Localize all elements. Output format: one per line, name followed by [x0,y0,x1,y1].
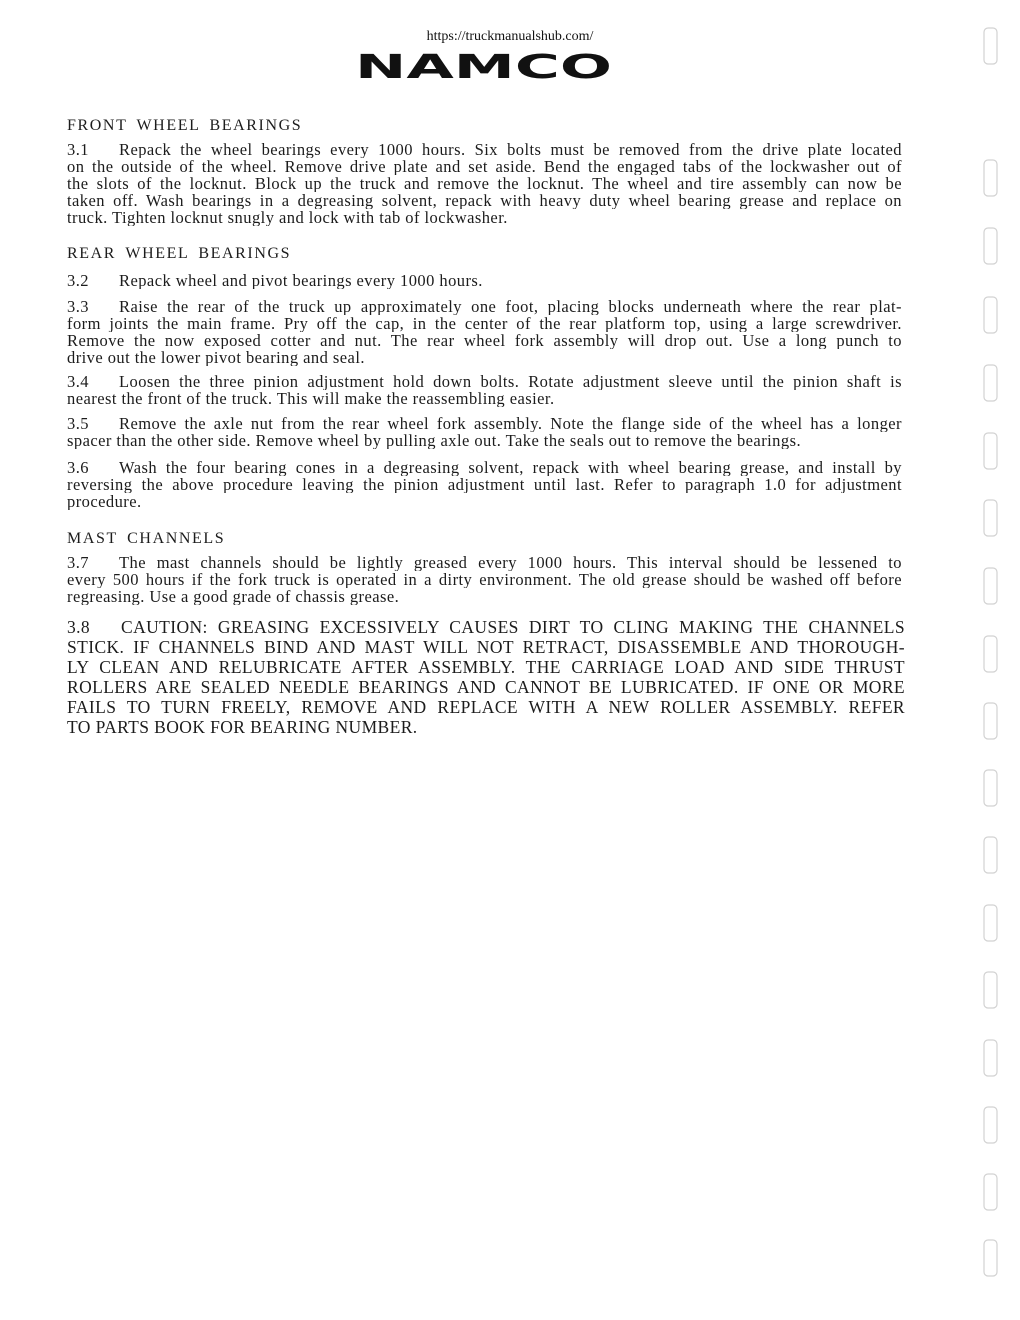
binder-hole [984,297,997,333]
section-heading-front-wheel-bearings: FRONT WHEEL BEARINGS [67,117,303,134]
paragraph-text-line: taken off. Wash bearings in a degreasing solvent, repack with heavy duty wheel bearing grease and replace on [67,192,902,209]
binder-hole [984,365,997,401]
paragraph-text-line: CAUTION: GREASING EXCESSIVELY CAUSES DIRT TO CLING MAKING THE CHANNELS [121,617,905,637]
binder-hole [984,972,997,1008]
paragraph-number: 3.1 [67,141,89,158]
logo-text: NAMCO [355,53,612,79]
paragraph-line [67,493,902,510]
paragraph-text-line: Repack the wheel bearings every 1000 hours. Six bolts must be removed from the drive plate located [119,141,902,158]
paragraph-line [67,175,902,192]
paragraph-text-line: form joints the main frame. Pry off the cap, in the center of the rear platform top, using a large screwdriver. [67,315,902,332]
paragraph-line [67,657,905,677]
paragraph-text-line: The mast channels should be lightly greased every 1000 hours. This interval should be lessened to [119,554,902,571]
paragraph-line [67,617,905,637]
paragraph-line [67,272,902,289]
section-heading-mast-channels: MAST CHANNELS [67,530,226,547]
paragraph-text-line: Raise the rear of the truck up approximately one foot, placing blocks underneath where the rear plat- [119,298,902,315]
paragraph-line [67,298,902,315]
section-heading-rear-wheel-bearings: REAR WHEEL BEARINGS [67,245,292,262]
paragraph-line [67,588,902,605]
binder-hole [984,500,997,536]
binder-hole [984,770,997,806]
source-url[interactable]: https://truckmanualshub.com/ [426,29,594,44]
binder-hole [984,433,997,469]
paragraph-line [67,677,905,697]
paragraph-text-line: Remove the axle nut from the rear wheel fork assembly. Note the flange side of the wheel has a longer [119,415,902,432]
paragraph-number: 3.3 [67,298,89,315]
paragraph-number: 3.2 [67,272,89,289]
paragraph-line [67,697,905,717]
paragraph-text-line: truck. Tighten locknut snugly and lock with tab of lockwasher. [67,209,508,226]
paragraph-3-4 [67,373,902,407]
paragraph-number: 3.5 [67,415,89,432]
paragraph-text-line: Wash the four bearing cones in a degreasing solvent, repack with wheel bearing grease, and install by [119,459,902,476]
paragraph-text-line: regreasing. Use a good grade of chassis grease. [67,588,400,605]
paragraph-text-line: Loosen the three pinion adjustment hold down bolts. Rotate adjustment sleeve until the pinion shaft is [119,373,902,390]
binder-hole [984,160,997,196]
paragraph-text-line: on the outside of the wheel. Remove drive plate and set aside. Bend the engaged tabs of the lockwasher out of [67,158,902,175]
paragraph-text-line: ROLLERS ARE SEALED NEEDLE BEARINGS AND CANNOT BE LUBRICATED. IF ONE OR MORE [67,677,905,697]
paragraph-text-line: the slots of the locknut. Block up the truck and remove the locknut. The wheel and tire assembly can now be [67,175,902,192]
paragraph-text-line: LY CLEAN AND RELUBRICATE AFTER ASSEMBLY. THE CARRIAGE LOAD AND SIDE THRUST [67,657,905,677]
paragraph-text-line: TO PARTS BOOK FOR BEARING NUMBER. [67,717,418,737]
paragraph-line [67,158,902,175]
paragraph-text-line: every 500 hours if the fork truck is operated in a dirty environment. The old grease should be washed off before [67,571,902,588]
binder-hole [984,837,997,873]
binder-hole [984,1240,997,1276]
paragraph-line [67,349,902,366]
paragraph-text-line: Repack wheel and pivot bearings every 1000 hours. [119,272,483,289]
paragraph-line [67,717,905,737]
paragraph-line [67,554,902,571]
paragraph-line [67,637,905,657]
paragraph-3-2 [67,272,902,289]
paragraph-text-line: spacer than the other side. Remove wheel by pulling axle out. Take the seals out to remove the bearings. [67,432,802,449]
binder-hole [984,568,997,604]
paragraph-line [67,192,902,209]
binder-hole [984,1174,997,1210]
paragraph-number: 3.4 [67,373,89,390]
paragraph-line [67,390,902,407]
paragraph-line [67,432,902,449]
binder-hole [984,636,997,672]
paragraph-number: 3.6 [67,459,89,476]
paragraph-3-7 [67,554,902,605]
paragraph-text-line: procedure. [67,493,142,510]
paragraph-text-line: nearest the front of the truck. This will make the reassembling easier. [67,390,555,407]
paragraph-3-5 [67,415,902,449]
paragraph-line [67,315,902,332]
paragraph-3-8-caution [67,617,905,737]
paragraph-line [67,141,902,158]
paragraph-number: 3.8 [67,617,91,637]
binder-hole [984,1107,997,1143]
paragraph-line [67,476,902,493]
binder-hole [984,228,997,264]
paragraph-line [67,373,902,390]
paragraph-text-line: STICK. IF CHANNELS BIND AND MAST WILL NOT RETRACT, DISASSEMBLE AND THOROUGH- [67,637,905,657]
paragraph-text-line: reversing the above procedure leaving the pinion adjustment until last. Refer to paragraph 1.0 for adjustment [67,476,902,493]
binder-hole [984,28,997,64]
paragraph-number: 3.7 [67,554,89,571]
paragraph-3-1 [67,141,902,226]
paragraph-3-6 [67,459,902,510]
paragraph-text-line: drive out the lower pivot bearing and seal. [67,349,365,366]
paragraph-line [67,332,902,349]
paragraph-line [67,571,902,588]
paragraph-text-line: Remove the now exposed cotter and nut. The rear wheel fork assembly will drop out. Use a long punch to [67,332,902,349]
namco-logo [355,53,612,79]
binder-hole [984,905,997,941]
paragraph-line [67,415,902,432]
paragraph-text-line: FAILS TO TURN FREELY, REMOVE AND REPLACE WITH A NEW ROLLER ASSEMBLY. REFER [67,697,905,717]
paragraph-line [67,209,902,226]
paragraph-line [67,459,902,476]
binder-holes [980,0,1020,1320]
binder-hole [984,703,997,739]
paragraph-3-3 [67,298,902,366]
binder-hole [984,1040,997,1076]
